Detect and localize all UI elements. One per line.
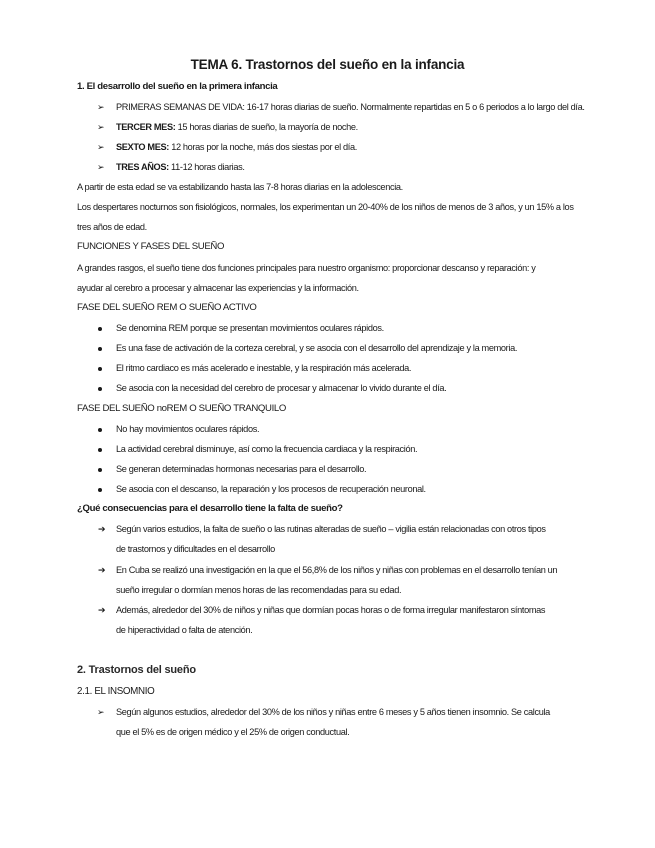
paragraph-line: A grandes rasgos, el sueño tiene dos funciones principales para nuestro organismo: proporcionar descanso y reparación: y xyxy=(77,263,536,273)
list-item: TERCER MES: 15 horas diarias de sueño, la mayoría de noche. xyxy=(116,122,358,132)
arrow-bullet-icon: ➔ xyxy=(98,605,106,615)
list-item: La actividad cerebral disminuye, así como la frecuencia cardiaca y la respiración. xyxy=(116,444,418,454)
page-title: TEMA 6. Trastornos del sueño en la infancia xyxy=(190,57,465,72)
subheading-rem: FASE DEL SUEÑO REM O SUEÑO ACTIVO xyxy=(77,302,257,313)
arrowhead-bullet-icon: ➢ xyxy=(97,162,105,172)
arrowhead-bullet-icon: ➢ xyxy=(97,142,105,152)
list-item: Se generan determinadas hormonas necesarias para el desarrollo. xyxy=(116,464,367,474)
list-item-line: de trastornos y dificultades en el desarrollo xyxy=(116,544,275,554)
arrowhead-bullet-icon: ➢ xyxy=(97,707,105,717)
list-item: El ritmo cardiaco es más acelerado e inestable, y la respiración más acelerada. xyxy=(116,363,412,373)
list-item-line: Además, alrededor del 30% de niños y niñas que dormían pocas horas o de forma irregular manifestaron síntomas xyxy=(116,605,546,615)
list-item: No hay movimientos oculares rápidos. xyxy=(116,424,260,434)
section-heading-2: 2. Trastornos del sueño xyxy=(77,664,196,676)
list-item-line: En Cuba se realizó una investigación en la que el 56,8% de los niños y niñas con problemas en el desarrollo tenían un xyxy=(116,565,558,575)
bullet-dot-icon xyxy=(98,428,102,432)
question-heading: ¿Qué consecuencias para el desarrollo tiene la falta de sueño? xyxy=(77,503,343,514)
arrow-bullet-icon: ➔ xyxy=(98,565,106,575)
bullet-dot-icon xyxy=(98,468,102,472)
list-item-line: Según algunos estudios, alrededor del 30% de los niños y niñas entre 6 meses y 5 años tienen insomnio. Se calcula xyxy=(116,707,550,717)
subsection-heading: 2.1. EL INSOMNIO xyxy=(77,686,155,697)
list-item: Es una fase de activación de la corteza cerebral, y se asocia con el desarrollo del aprendizaje y la memoria. xyxy=(116,343,518,353)
list-item: Se asocia con el descanso, la reparación y los procesos de recuperación neuronal. xyxy=(116,484,426,494)
bullet-dot-icon xyxy=(98,387,102,391)
list-item-line: de hiperactividad o falta de atención. xyxy=(116,625,253,635)
list-item: Se asocia con la necesidad del cerebro de procesar y almacenar lo vivido durante el día. xyxy=(116,383,447,393)
paragraph: A partir de esta edad se va estabilizando hasta las 7-8 horas diarias en la adolescencia. xyxy=(77,182,403,192)
list-item: PRIMERAS SEMANAS DE VIDA: 16-17 horas diarias de sueño. Normalmente repartidas en 5 o 6 periodos a lo largo del día. xyxy=(116,102,585,112)
bullet-dot-icon xyxy=(98,488,102,492)
subheading-norem: FASE DEL SUEÑO noREM O SUEÑO TRANQUILO xyxy=(77,403,287,414)
subheading-funciones: FUNCIONES Y FASES DEL SUEÑO xyxy=(77,241,225,252)
bullet-dot-icon xyxy=(98,367,102,371)
list-item-line: Según varios estudios, la falta de sueño o las rutinas alteradas de sueño – vigilia están relacionadas con otros tipos xyxy=(116,524,546,534)
list-item: Se denomina REM porque se presentan movimientos oculares rápidos. xyxy=(116,323,384,333)
paragraph-line: tres años de edad. xyxy=(77,222,147,232)
list-item: SEXTO MES: 12 horas por la noche, más dos siestas por el día. xyxy=(116,142,357,152)
arrow-bullet-icon: ➔ xyxy=(98,524,106,534)
arrowhead-bullet-icon: ➢ xyxy=(97,122,105,132)
bullet-dot-icon xyxy=(98,448,102,452)
paragraph-line: ayudar al cerebro a procesar y almacenar las experiencias y la información. xyxy=(77,283,359,293)
list-item-line: que el 5% es de origen médico y el 25% de origen conductual. xyxy=(116,727,350,737)
list-item: TRES AÑOS: 11-12 horas diarias. xyxy=(116,162,245,172)
paragraph-line: Los despertares nocturnos son fisiológicos, normales, los experimentan un 20-40% de los niños de menos de 3 años, y un 15% a los xyxy=(77,202,574,212)
bullet-dot-icon xyxy=(98,347,102,351)
list-item-line: sueño irregular o dormían menos horas de las recomendadas para su edad. xyxy=(116,585,402,595)
arrowhead-bullet-icon: ➢ xyxy=(97,102,105,112)
bullet-dot-icon xyxy=(98,327,102,331)
section-heading-1: 1. El desarrollo del sueño en la primera infancia xyxy=(77,81,278,92)
